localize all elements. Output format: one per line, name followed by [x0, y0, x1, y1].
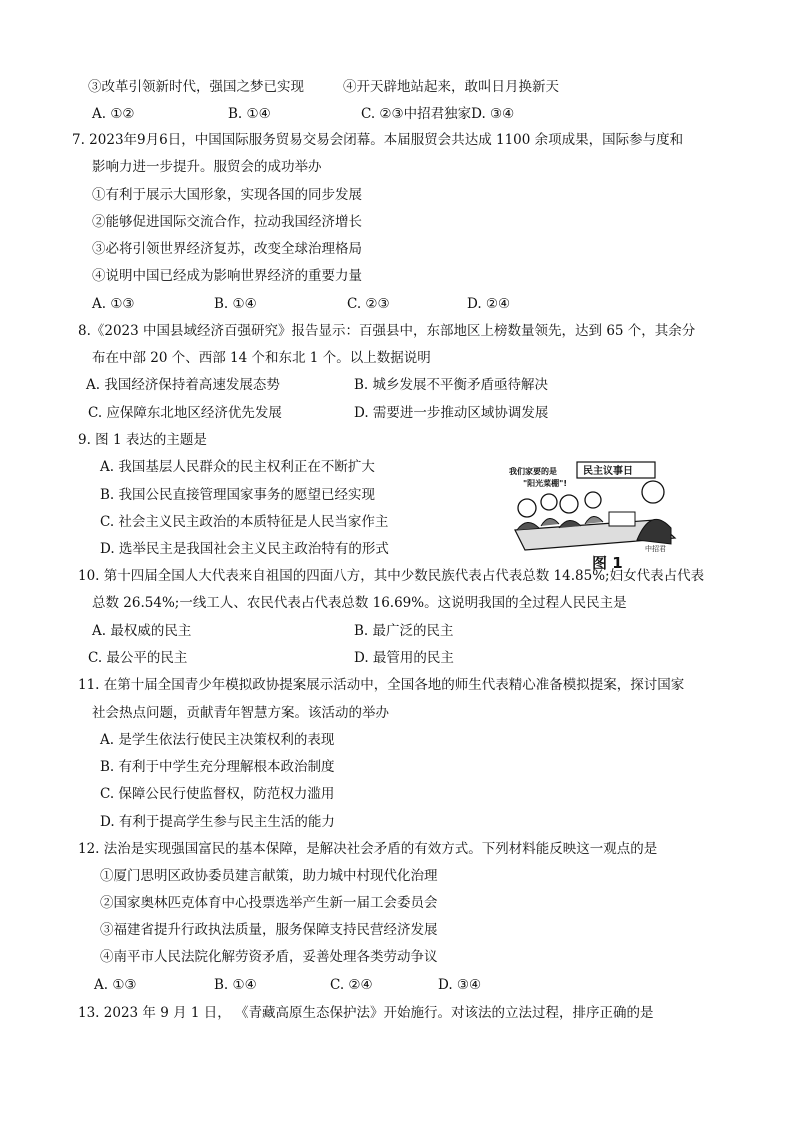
q8-stem-line2: 布在中部 20 个、西部 14 个和东北 1 个。以上数据说明: [92, 350, 431, 366]
q7-item2: ②能够促进国际交流合作，拉动我国经济增长: [92, 214, 362, 230]
q8-option-a: A. 我国经济保持着高速发展态势: [86, 377, 280, 393]
q11-option-b: B. 有利于中学生充分理解根本政治制度: [100, 759, 335, 775]
q7-item1: ①有利于展示大国形象，实现各国的同步发展: [92, 187, 362, 203]
q11-option-a: A. 是学生依法行使民主决策权利的表现: [100, 732, 335, 748]
q7-option-d: D. ②④: [467, 296, 511, 312]
q7-stem-line1: 7. 2023年9月6日，中国国际服务贸易交易会闭幕。本届服贸会共达成 1100 余项成果，国际参与度和: [72, 132, 684, 148]
q6-option-b: B. ①④: [228, 106, 271, 122]
q9-option-a: A. 我国基层人民群众的民主权利正在不断扩大: [100, 459, 375, 475]
q11-stem-line2: 社会热点问题，贡献青年智慧方案。该活动的举办: [92, 705, 389, 721]
figure-sign-text: 民主议事日: [583, 466, 633, 477]
q12-option-c: C. ②④: [330, 977, 373, 993]
q7-stem-line2: 影响力进一步提升。服贸会的成功举办: [92, 159, 322, 175]
q9-option-b: B. 我国公民直接管理国家事务的愿望已经实现: [100, 487, 376, 503]
figure-speech-text-2: "阳光菜棚"!: [523, 479, 567, 488]
q11-stem-line1: 11. 在第十届全国青少年模拟政协提案展示活动中，全国各地的师生代表精心准备模拟提案，探讨国家: [78, 677, 685, 693]
q12-item4: ④南平市人民法院化解劳资矛盾，妥善处理各类劳动争议: [100, 949, 438, 965]
q12-option-d: D. ③④: [438, 977, 482, 993]
q11-option-d: D. 有利于提高学生参与民主生活的能力: [100, 814, 335, 830]
q7-option-b: B. ①④: [214, 296, 257, 312]
figure-mark: 中招君: [645, 545, 666, 553]
q7-option-a: A. ①③: [92, 296, 135, 312]
q12-item1: ①厦门思明区政协委员建言献策，助力城中村现代化治理: [100, 868, 438, 884]
q8-option-c: C. 应保障东北地区经济优先发展: [88, 405, 282, 421]
q13-stem: 13. 2023 年 9 月 1 日， 《青藏高原生态保护法》开始施行。对该法的立法过程，排序正确的是: [78, 1005, 654, 1021]
figure-1-caption: 图 1: [592, 554, 623, 572]
q9-stem: 9. 图 1 表达的主题是: [78, 432, 207, 448]
q12-option-a: A. ①③: [94, 977, 137, 993]
q12-option-b: B. ①④: [214, 977, 257, 993]
q8-stem-line1: 8.《2023 中国县域经济百强研究》报告显示：百强县中，东部地区上榜数量领先，达到 65 个，其余分: [78, 323, 696, 339]
q10-stem-line2: 总数 26.54%;一线工人、农民代表占代表总数 16.69%。这说明我国的全过程人民民主是: [92, 595, 627, 611]
q10-option-b: B. 最广泛的民主: [354, 623, 454, 639]
q9-option-c: C. 社会主义民主政治的本质特征是人民当家作主: [100, 514, 389, 530]
q7-option-c: C. ②③: [347, 296, 390, 312]
figure-speech-text: 我们家要的是: [509, 467, 557, 476]
q6-item4: ④开天辟地站起来，敢叫日月换新天: [343, 79, 559, 95]
q10-option-d: D. 最管用的民主: [354, 650, 454, 666]
q8-option-b: B. 城乡发展不平衡矛盾亟待解决: [354, 377, 549, 393]
q12-item3: ③福建省提升行政执法质量，服务保障支持民营经济发展: [100, 922, 438, 938]
q7-item4: ④说明中国已经成为影响世界经济的重要力量: [92, 268, 362, 284]
q6-option-a: A. ①②: [92, 106, 135, 122]
q12-stem: 12. 法治是实现强国富民的基本保障，是解决社会矛盾的有效方式。下列材料能反映这一观点的是: [78, 841, 658, 857]
q6-option-c: C. ②③中招君独家D. ③④: [361, 106, 515, 122]
q10-option-c: C. 最公平的民主: [88, 650, 188, 666]
q6-item3: ③改革引领新时代，强国之梦已实现: [88, 79, 304, 95]
q10-stem-line1: 10. 第十四届全国人大代表来自祖国的四面八方，其中少数民族代表占代表总数 14.85%;妇女代表占代表: [78, 568, 705, 584]
q11-option-c: C. 保障公民行使监督权，防范权力滥用: [100, 786, 335, 802]
q12-item2: ②国家奥林匹克体育中心投票选举产生新一届工会委员会: [100, 895, 438, 911]
q9-option-d: D. 选举民主是我国社会主义民主政治特有的形式: [100, 541, 389, 557]
q7-item3: ③必将引领世界经济复苏，改变全球治理格局: [92, 241, 362, 257]
q10-option-a: A. 最权威的民主: [92, 623, 192, 639]
q8-option-d: D. 需要进一步推动区域协调发展: [354, 405, 549, 421]
